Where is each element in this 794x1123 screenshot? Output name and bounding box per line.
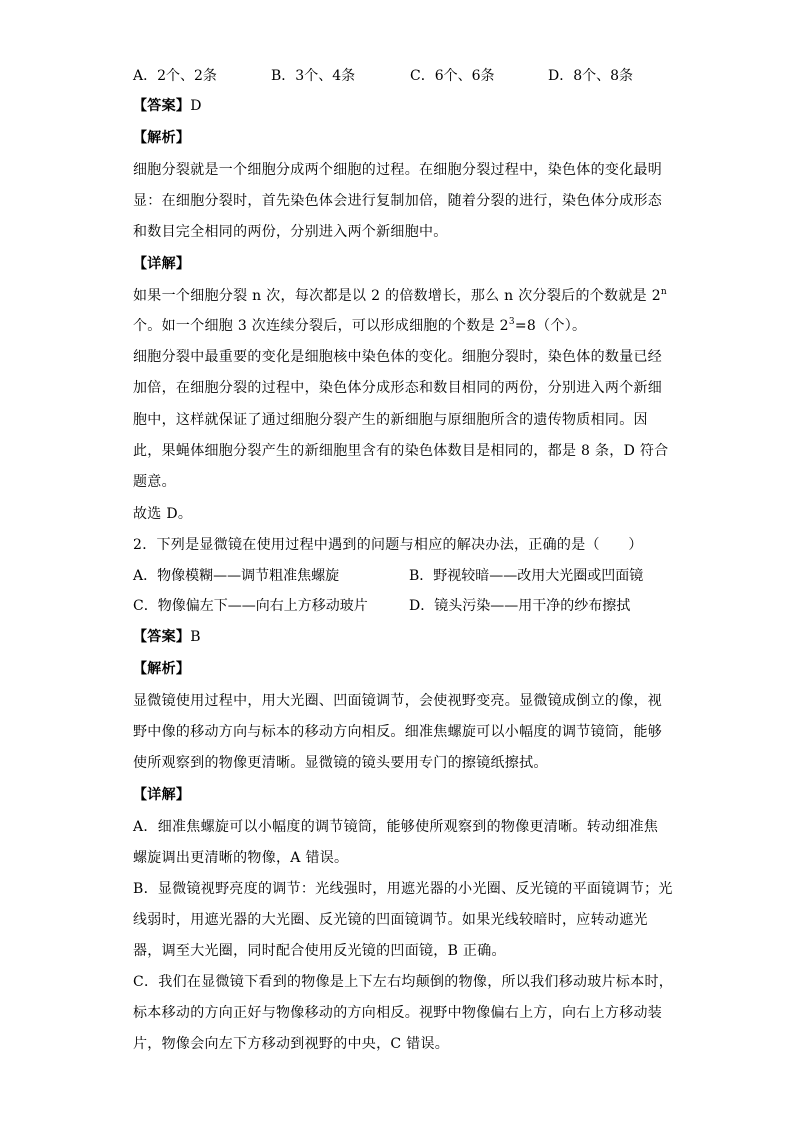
q1-detail-line: 个。如一个细胞 3 次连续分裂后，可以形成细胞的个数是 $2^3=8$（个）。 <box>133 317 587 334</box>
q1-option-a: A．2个、2条 <box>133 68 217 84</box>
q1-analysis-line: 显：在细胞分裂时，首先染色体会进行复制加倍，随着分裂的进行，染色体分成形态 <box>133 193 663 209</box>
q1-detail-line: 细胞分裂中最重要的变化是细胞核中染色体的变化。细胞分裂时，染色体的数量已经 <box>133 349 663 365</box>
superscript: 3 <box>508 317 515 327</box>
q2-analysis-line: 显微镜使用过程中，用大光圈、凹面镜调节，会使视野变亮。显微镜成倒立的像，视 <box>133 693 663 709</box>
q2-detail-line: 螺旋调出更清晰的物像，A 错误。 <box>133 850 349 866</box>
q1-detail-line: 此，果蝇体细胞分裂产生的新细胞里含有的染色体数目是相同的，都是 8 条，D 符合 <box>133 443 669 459</box>
q2-option-a: A．物像模糊——调节粗准焦螺旋 <box>133 568 340 584</box>
q2-analysis-tag: 【解析】 <box>133 661 191 677</box>
q1-detail-tag: 【详解】 <box>133 256 191 272</box>
answer-tag: 【答案】 <box>133 629 191 645</box>
q1-analysis-tag: 【解析】 <box>133 130 191 146</box>
q1-option-c: C．6个、6条 <box>410 68 495 84</box>
answer-value: D <box>190 98 202 114</box>
q2-detail-tag: 【详解】 <box>133 787 191 803</box>
q2-stem: 2．下列是显微镜在使用过程中遇到的问题与相应的解决办法，正确的是（ ） <box>133 537 643 553</box>
q2-detail-line: 线弱时，用遮光器的大光圈、反光镜的凹面镜调节。如果光线较暗时，应转动遮光 <box>133 912 648 928</box>
q1-detail-line: 如果一个细胞分裂 n 次，每次都是以 2 的倍数增长，那么 n 次分裂后的个数就是 2$^n$ <box>133 287 668 304</box>
q2-detail-line: B．显微镜视野亮度的调节：光线强时，用遮光器的小光圈、反光镜的平面镜调节；光 <box>133 881 673 897</box>
q1-analysis-line: 细胞分裂就是一个细胞分成两个细胞的过程。在细胞分裂过程中，染色体的变化最明 <box>133 162 663 178</box>
q1-detail-line: 题意。 <box>133 474 176 490</box>
q1-option-d: D．8个、8条 <box>548 68 634 84</box>
q1-conclusion: 故选 D。 <box>133 506 193 522</box>
q1-detail-line: 胞中，这样就保证了通过细胞分裂产生的新细胞与原细胞所含的遗传物质相同。因 <box>133 412 648 428</box>
q1-detail-line: 加倍，在细胞分裂的过程中，染色体分成形态和数目相同的两份，分别进入两个新细 <box>133 380 663 396</box>
q2-answer <box>133 627 201 647</box>
q2-analysis-line: 使所观察到的物像更清晰。显微镜的镜头要用专门的擦镜纸擦拭。 <box>133 755 548 771</box>
q2-detail-line: 片，物像会向左下方移动到视野的中央，C 错误。 <box>133 1036 450 1052</box>
q2-option-c: C．物像偏左下——向右上方移动玻片 <box>133 598 368 614</box>
q2-option-b: B．野视较暗——改用大光圈或凹面镜 <box>409 568 644 584</box>
superscript: n <box>660 287 668 297</box>
q2-option-d: D．镜头污染——用干净的纱布擦拭 <box>409 598 631 614</box>
q2-analysis-line: 野中像的移动方向与标本的移动方向相反。细准焦螺旋可以小幅度的调节镜筒，能够 <box>133 724 663 740</box>
q2-detail-line: A．细准焦螺旋可以小幅度的调节镜筒，能够使所观察到的物像更清晰。转动细准焦 <box>133 819 659 835</box>
q2-detail-line: C．我们在显微镜下看到的物像是上下左右均颠倒的物像，所以我们移动玻片标本时， <box>133 974 674 990</box>
q1-analysis-line: 和数目完全相同的两份，分别进入两个新细胞中。 <box>133 224 448 240</box>
q2-detail-line: 标本移动的方向正好与物像移动的方向相反。视野中物像偏右上方，向右上方移动装 <box>133 1005 663 1021</box>
q1-option-b: B．3个、4条 <box>271 68 356 84</box>
answer-tag: 【答案】 <box>133 98 191 114</box>
q2-detail-line: 器，调至大光圈，同时配合使用反光镜的凹面镜，B 正确。 <box>133 943 506 959</box>
answer-value: B <box>190 629 201 645</box>
q1-answer <box>133 96 202 116</box>
